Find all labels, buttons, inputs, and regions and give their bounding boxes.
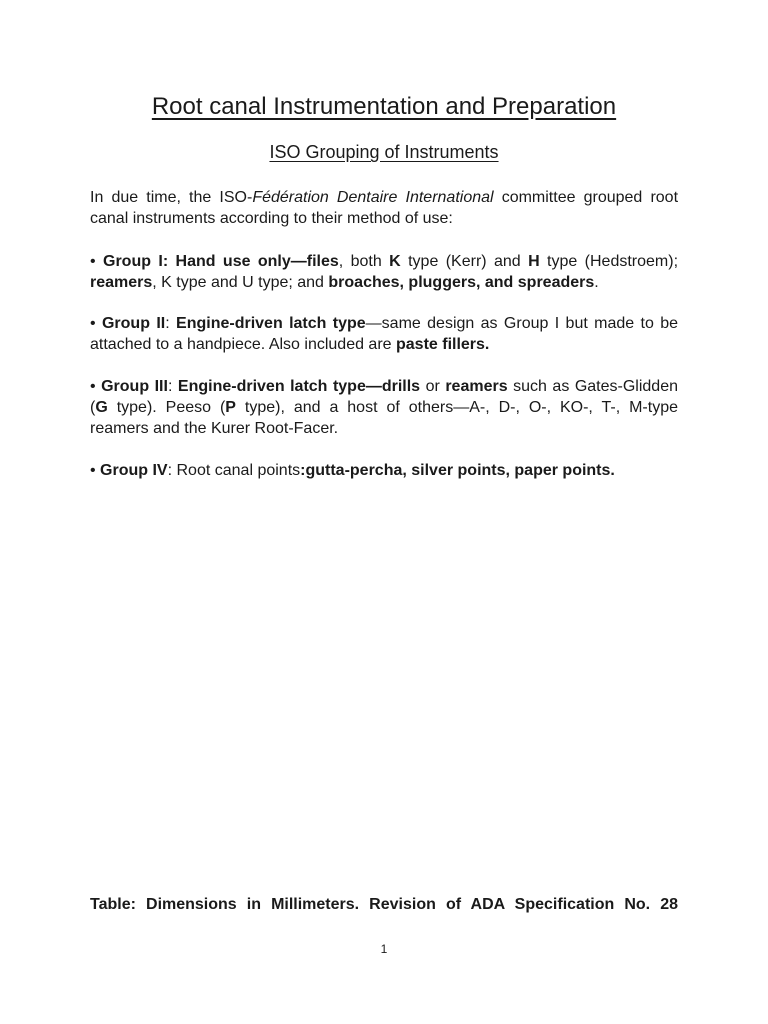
group-1-text: type (Kerr) and <box>400 253 529 270</box>
engine-driven-drills-term: Engine-driven latch type—drills <box>177 378 421 395</box>
bullet: • <box>90 315 102 332</box>
page-title: Root canal Instrumentation and Preparation <box>151 93 617 120</box>
group-3-text: type), and a host of others—A-, D-, O-, KO-, T-, M-type reamers and the Kurer Root-Facer. <box>90 399 678 437</box>
page-number: 1 <box>380 942 388 956</box>
group-4-text: : Root canal points <box>167 462 301 479</box>
reamers-term: reamers <box>90 274 153 291</box>
root-canal-points-list: :gutta-percha, silver points, paper points. <box>300 462 615 479</box>
p-type-label: P <box>225 399 236 416</box>
group-3-text: : <box>167 378 178 395</box>
group-3-paragraph <box>90 376 678 439</box>
paste-fillers-term: paste fillers. <box>396 336 490 353</box>
group-2-text: —same design as Group I but made to be attached to a handpiece. Also included are <box>90 315 679 353</box>
intro-text-after: committee grouped root canal instruments according to their method of use: <box>90 189 679 227</box>
bullet: • <box>90 253 103 270</box>
intro-organization-name: Fédération Dentaire International <box>252 189 494 206</box>
group-1-label: Group I: Hand use only—files <box>103 253 339 270</box>
group-2-paragraph <box>90 313 678 355</box>
group-2-label: Group II <box>101 315 166 332</box>
reamers-term: reamers <box>445 378 508 395</box>
g-type-label: G <box>95 399 108 416</box>
h-type-label: H <box>528 253 540 270</box>
broaches-term: broaches, pluggers, and spreaders <box>328 274 595 291</box>
engine-driven-term: Engine-driven latch type <box>176 315 366 332</box>
k-type-label: K <box>389 253 401 270</box>
group-1-paragraph <box>90 251 678 293</box>
bullet: • <box>90 378 102 395</box>
group-1-text: , both <box>338 253 390 270</box>
section-heading: ISO Grouping of Instruments <box>269 142 499 162</box>
group-3-label: Group III <box>101 378 168 395</box>
group-4-label: Group IV <box>100 462 168 479</box>
table-caption: Table: Dimensions in Millimeters. Revision of ADA Specification No. 28 <box>90 896 678 913</box>
group-3-text: type). Peeso ( <box>107 399 226 416</box>
group-4-paragraph <box>90 460 678 481</box>
group-1-text: . <box>594 274 599 291</box>
group-3-text: such as Gates-Glidden ( <box>90 378 678 416</box>
group-2-text: : <box>165 315 177 332</box>
group-1-text: , K type and U type; and <box>152 274 329 291</box>
bullet: • <box>90 462 101 479</box>
group-3-text: or <box>420 378 446 395</box>
intro-paragraph <box>90 187 678 229</box>
group-1-text: type (Hedstroem); <box>539 253 679 270</box>
intro-text-before: In due time, the ISO- <box>90 189 253 206</box>
